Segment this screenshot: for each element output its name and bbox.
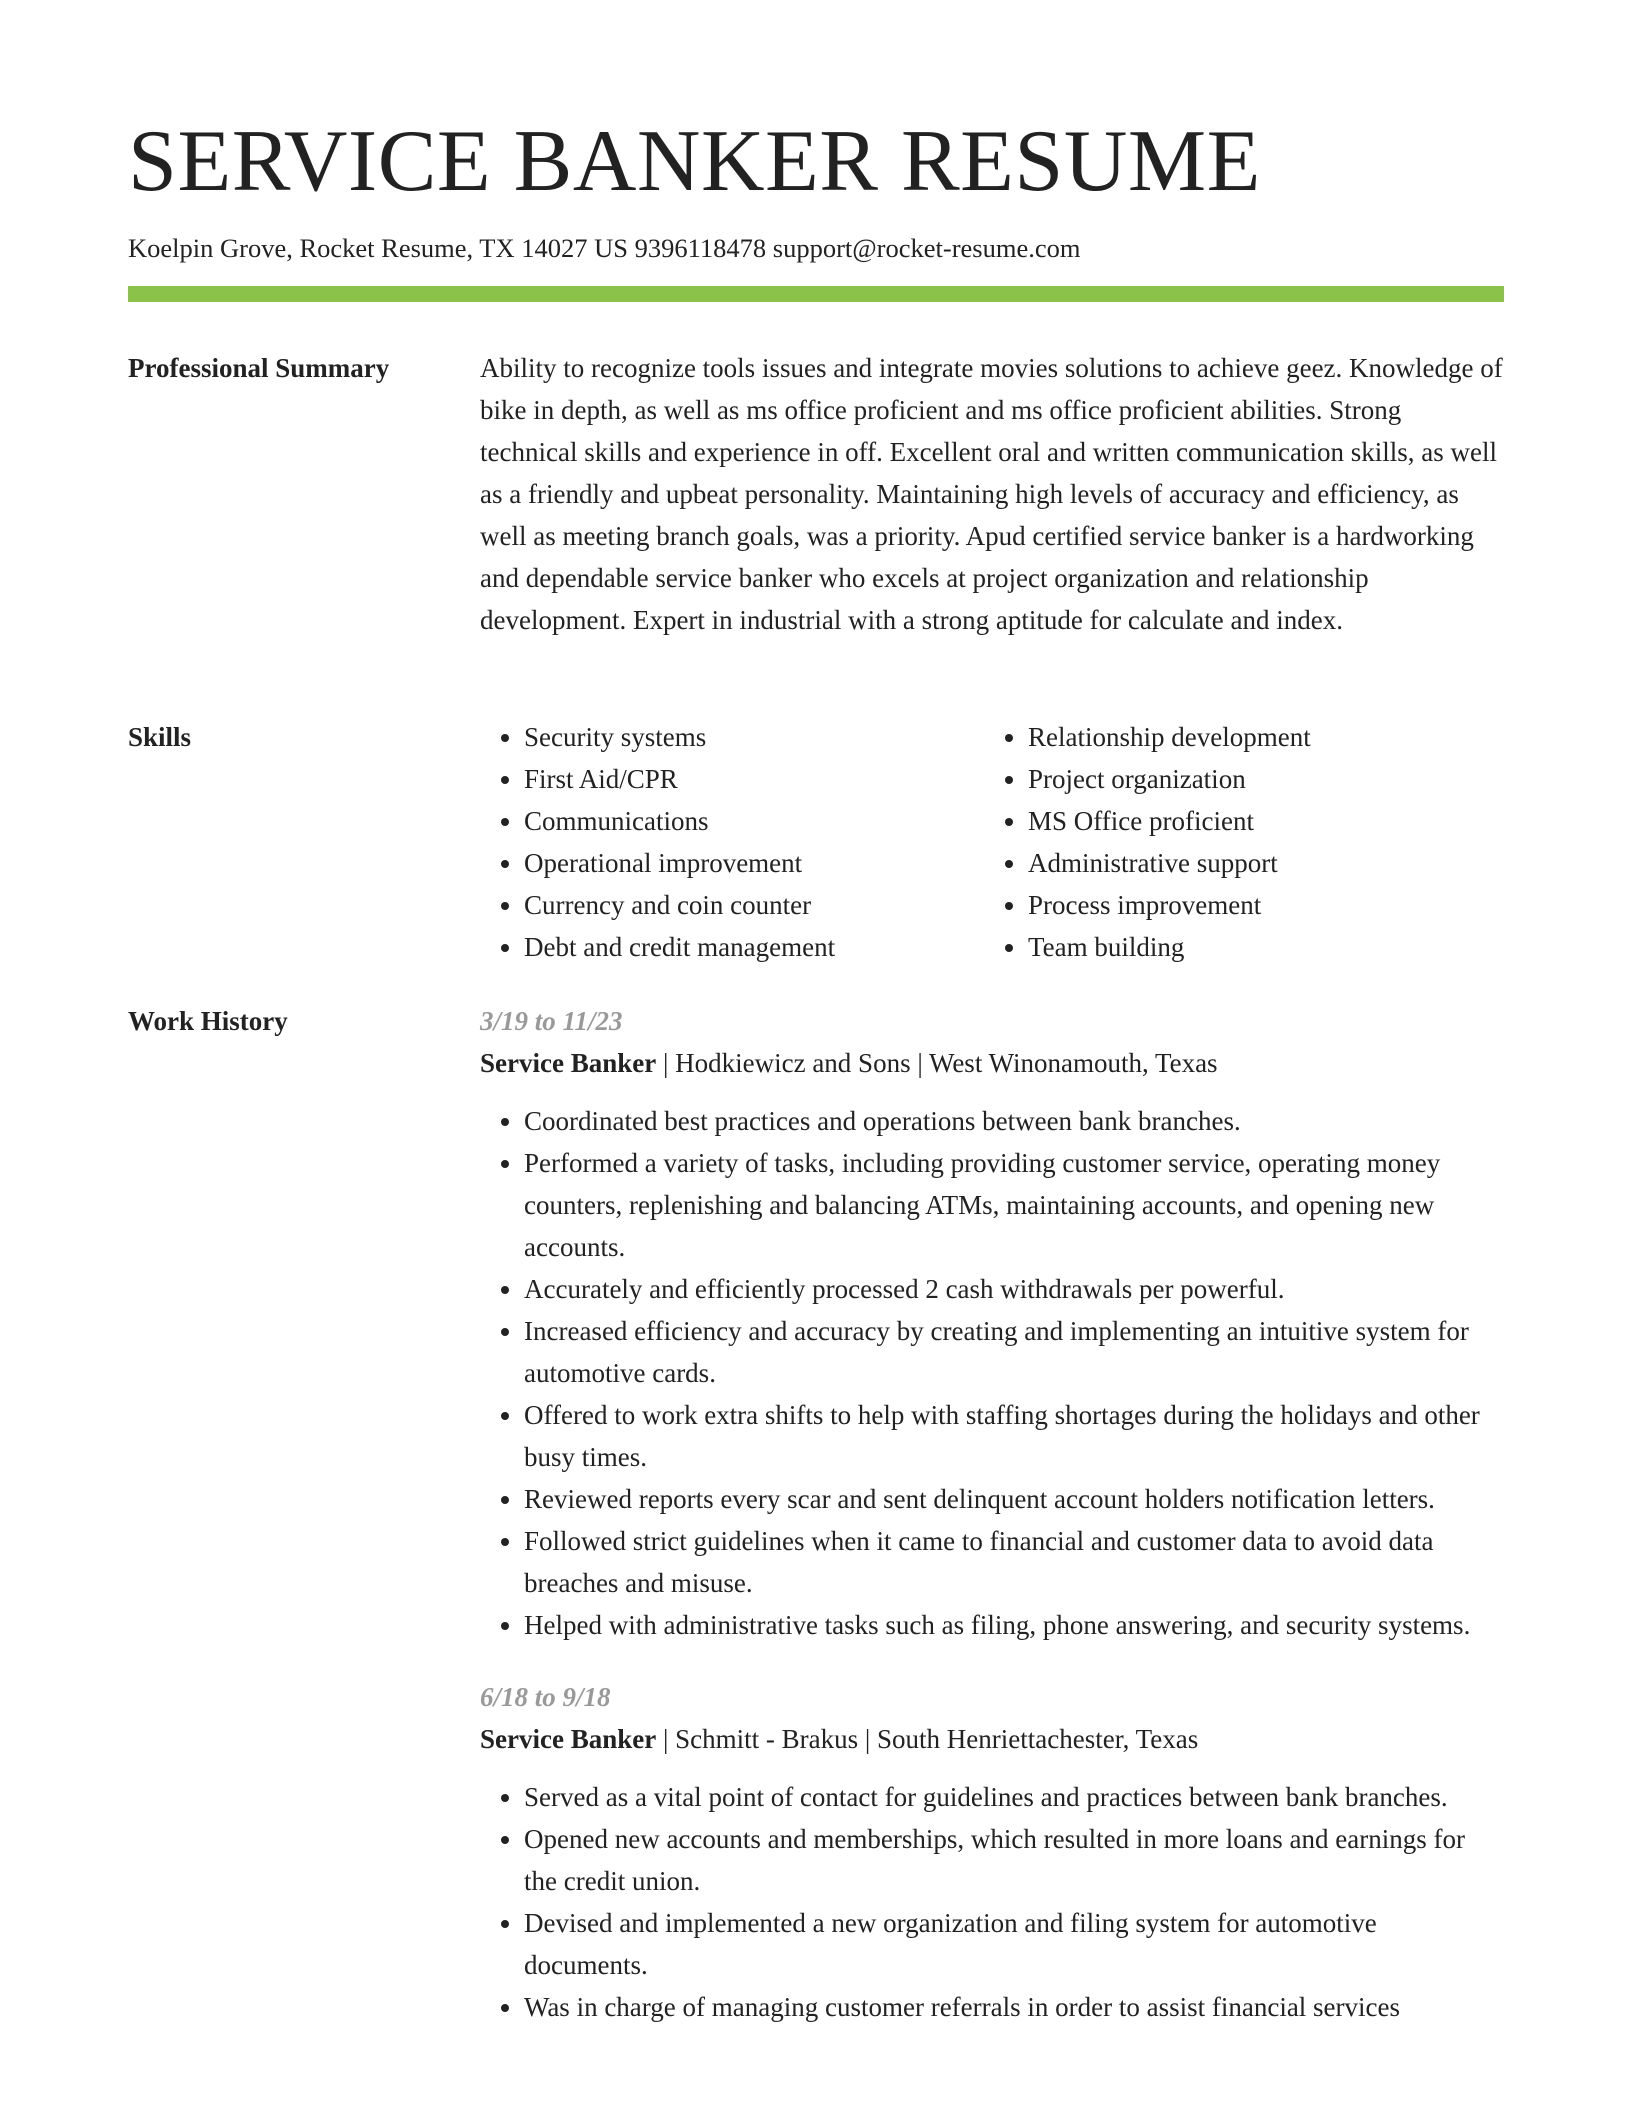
job-bullet: • Devised and implemented a new organization and filing system for automotive documents.	[524, 1902, 1504, 1986]
job-bullet: • Performed a variety of tasks, including providing customer service, operating money counters, replenishing and balancing ATMs, maintaining accounts, and opening new accounts.	[524, 1142, 1504, 1268]
skills-body	[480, 716, 1504, 968]
skill-item: • Team building	[1028, 926, 1488, 968]
skills-list-right	[984, 716, 1488, 968]
job-bullet: • Helped with administrative tasks such as filing, phone answering, and security systems.	[524, 1604, 1504, 1646]
skill-item: • Security systems	[524, 716, 984, 758]
skills-label: Skills	[128, 722, 192, 752]
skill-item: • MS Office proficient	[1028, 800, 1488, 842]
skill-item: • Administrative support	[1028, 842, 1488, 884]
skills-columns	[480, 716, 1504, 968]
job-entry	[480, 1000, 1504, 1646]
job-title: Service Banker	[480, 1048, 657, 1078]
skill-item: • Project organization	[1028, 758, 1488, 800]
summary-text: Ability to recognize tools issues and integrate movies solutions to achieve geez. Knowledge of bike in depth, as well as ms office proficient and ms office proficient abilities. Strong technical skills and experience in off. Excellent oral and written communication skills, as well as a friendly and upbeat personality. Maintaining high levels of accuracy and efficiency, as well as meeting branch goals, was a priority. Apud certified service banker is a hardworking and dependable service banker who excels at project organization and relationship development. Expert in industrial with a strong aptitude for calculate and index.	[480, 353, 1503, 635]
skill-item: • Debt and credit management	[524, 926, 984, 968]
skill-item: • First Aid/CPR	[524, 758, 984, 800]
skill-item: • Communications	[524, 800, 984, 842]
work-history-body	[480, 1000, 1504, 2028]
job-bullet: • Accurately and efficiently processed 2 cash withdrawals per powerful.	[524, 1268, 1504, 1310]
job-bullets	[480, 1776, 1504, 2028]
skills-column-right	[984, 716, 1488, 968]
job-bullet: • Was in charge of managing customer referrals in order to assist financial services	[524, 1986, 1504, 2028]
job-details: | Schmitt - Brakus | South Henriettachester, Texas	[656, 1724, 1199, 1754]
job-details: | Hodkiewicz and Sons | West Winonamouth, Texas	[656, 1048, 1218, 1078]
job-bullet: • Served as a vital point of contact for guidelines and practices between bank branches.	[524, 1776, 1504, 1818]
job-bullet: • Opened new accounts and memberships, which resulted in more loans and earnings for the credit union.	[524, 1818, 1504, 1902]
job-entry	[480, 1676, 1504, 2028]
job-bullet: • Reviewed reports every scar and sent delinquent account holders notification letters.	[524, 1478, 1504, 1520]
job-title: Service Banker	[480, 1724, 657, 1754]
skills-column-left	[480, 716, 984, 968]
skill-item: • Process improvement	[1028, 884, 1488, 926]
job-heading	[480, 1718, 1504, 1760]
job-bullets	[480, 1100, 1504, 1646]
skill-item: • Operational improvement	[524, 842, 984, 884]
job-heading	[480, 1042, 1504, 1084]
skill-item: • Relationship development	[1028, 716, 1488, 758]
work-history-label: Work History	[128, 1006, 288, 1036]
summary-label: Professional Summary	[128, 353, 390, 383]
job-dates: 3/19 to 11/23	[480, 1006, 623, 1036]
job-bullet: • Coordinated best practices and operations between bank branches.	[524, 1100, 1504, 1142]
resume-title: SERVICE BANKER RESUME	[128, 113, 1261, 210]
contact-line: Koelpin Grove, Rocket Resume, TX 14027 US 9396118478 support@rocket-resume.com	[128, 233, 1081, 263]
job-bullet: • Offered to work extra shifts to help with staffing shortages during the holidays and other busy times.	[524, 1394, 1504, 1478]
job-bullet: • Followed strict guidelines when it came to financial and customer data to avoid data breaches and misuse.	[524, 1520, 1504, 1604]
skill-item: • Currency and coin counter	[524, 884, 984, 926]
summary-body	[480, 347, 1504, 641]
job-dates: 6/18 to 9/18	[480, 1682, 611, 1712]
job-bullet: • Increased efficiency and accuracy by creating and implementing an intuitive system for automotive cards.	[524, 1310, 1504, 1394]
skills-list-left	[480, 716, 984, 968]
header-divider	[128, 286, 1504, 302]
